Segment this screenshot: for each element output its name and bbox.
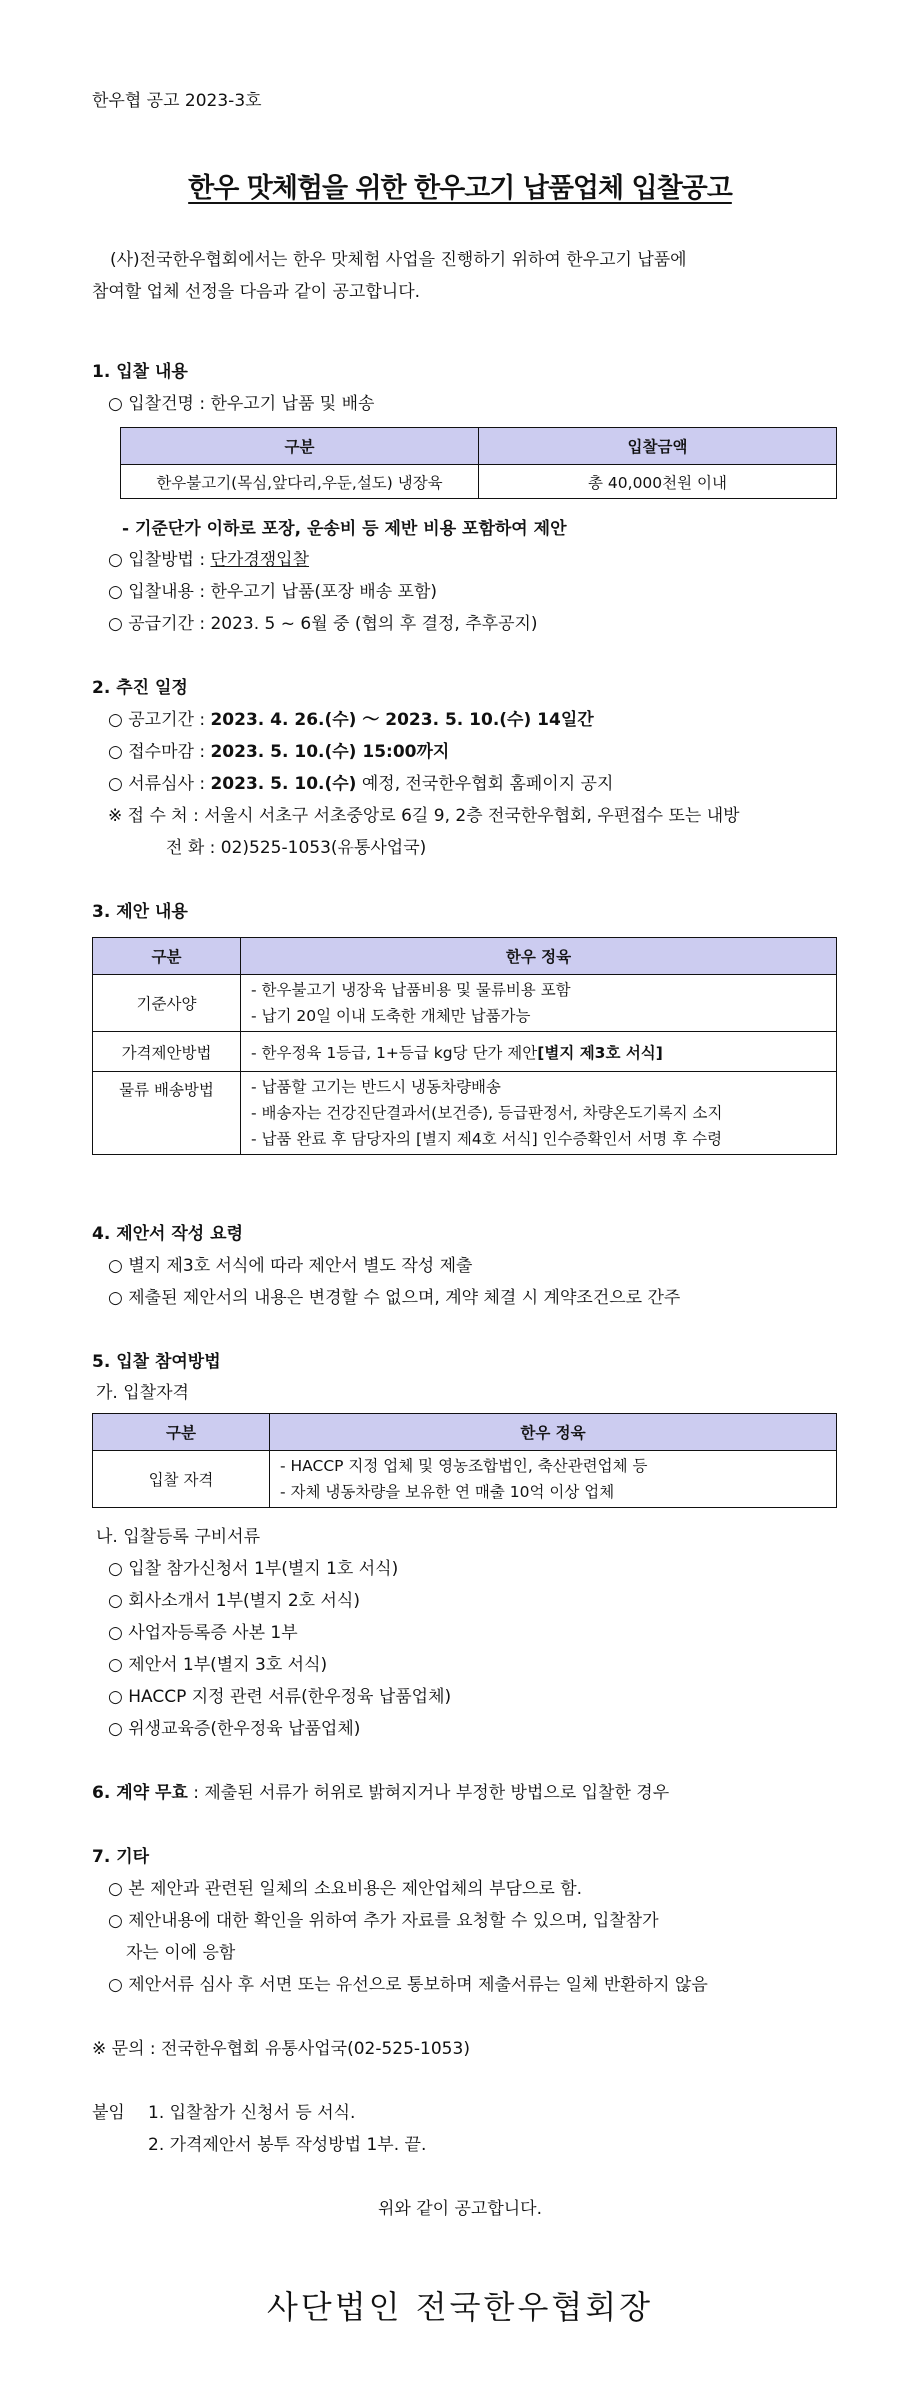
table-header: 입찰금액 <box>479 428 837 465</box>
contract-void-text: : 제출된 서류가 허위로 밝혀지거나 부정한 방법으로 입찰한 경우 <box>187 1783 670 1803</box>
section-title: 6. 계약 무효 <box>92 1783 188 1803</box>
misc-line: ○ 제안내용에 대한 확인을 위하여 추가 자료를 요청할 수 있으며, 입찰참가 <box>108 1911 659 1931</box>
required-document: ○ HACCP 지정 관련 서류(한우정육 납품업체) <box>108 1687 452 1707</box>
writing-guide-line: ○ 별지 제3호 서식에 따라 제안서 별도 작성 제출 <box>108 1256 473 1276</box>
proposal-table <box>92 937 837 1155</box>
inquiry: ※ 문의 : 전국한우협회 유통사업국(02-525-1053) <box>92 2039 470 2059</box>
cell-line: - 한우불고기 냉장육 납품비용 및 물류비용 포함 <box>251 981 571 999</box>
qualification-table <box>92 1413 837 1508</box>
cell-line: - 납기 20일 이내 도축한 개체만 납품가능 <box>251 1007 531 1025</box>
review-rest: 예정, 전국한우협회 홈페이지 공지 <box>356 774 614 794</box>
required-document: ○ 제안서 1부(별지 3호 서식) <box>108 1655 328 1675</box>
table-header: 구분 <box>121 428 479 465</box>
document-review <box>108 769 613 794</box>
required-document: ○ 입찰 참가신청서 1부(별지 1호 서식) <box>108 1559 399 1579</box>
cell-line: - 배송자는 건강진단결과서(보건증), 등급판정서, 차량온도기록지 소지 <box>251 1104 723 1122</box>
table-row-label: 기준사양 <box>93 975 241 1032</box>
table-cell <box>270 1451 837 1508</box>
cell-text: - 한우정육 1등급, 1+등급 kg당 단가 제안 <box>251 1043 538 1062</box>
attachment-item: 2. 가격제안서 봉투 작성방법 1부. 끝. <box>148 2135 427 2155</box>
bid-amount-table <box>120 427 837 499</box>
subsection-title: 나. 입찰등록 구비서류 <box>96 1527 261 1547</box>
table-row-label: 물류 배송방법 <box>93 1072 241 1155</box>
cell-line: - 납품 완료 후 담당자의 [별지 제4호 서식] 인수증확인서 서명 후 수령 <box>251 1130 723 1148</box>
price-note: - 기준단가 이하로 포장, 운송비 등 제반 비용 포함하여 제안 <box>122 519 567 539</box>
required-document: ○ 위생교육증(한우정육 납품업체) <box>108 1719 361 1739</box>
writing-guide-line: ○ 제출된 제안서의 내용은 변경할 수 없으며, 계약 체결 시 계약조건으로 간주 <box>108 1288 681 1308</box>
notice-period <box>108 705 594 730</box>
section-title: 2. 추진 일정 <box>92 678 188 698</box>
contract-void <box>92 1778 669 1803</box>
table-row-label: 입찰 자격 <box>93 1451 270 1508</box>
bid-method-value: 단가경쟁입찰 <box>210 550 310 570</box>
table-cell <box>241 975 837 1032</box>
intro-line: 참여할 업체 선정을 다음과 같이 공고합니다. <box>92 282 421 302</box>
bid-name: ○ 입찰건명 : 한우고기 납품 및 배송 <box>108 394 375 414</box>
notice-period-value: 2023. 4. 26.(수) ～ 2023. 5. 10.(수) 14일간 <box>210 710 594 730</box>
required-document: ○ 사업자등록증 사본 1부 <box>108 1623 298 1643</box>
notice-period-label: ○ 공고기간 : <box>108 710 211 730</box>
section-title: 3. 제안 내용 <box>92 902 188 922</box>
bid-method <box>108 545 309 570</box>
section-title: 1. 입찰 내용 <box>92 362 188 382</box>
deadline <box>108 737 449 762</box>
subsection-title: 가. 입찰자격 <box>96 1383 189 1403</box>
attachment-item: 1. 입찰참가 신청서 등 서식. <box>148 2103 356 2123</box>
notice-number: 한우협 공고 2023-3호 <box>92 91 262 111</box>
table-header: 한우 정육 <box>241 938 837 975</box>
supply-period: ○ 공급기간 : 2023. 5 ~ 6월 중 (협의 후 결정, 추후공지) <box>108 614 538 634</box>
review-label: ○ 서류심사 : <box>108 774 211 794</box>
signer: 사단법인 전국한우협회장 <box>266 2288 654 2326</box>
table-cell <box>241 1072 837 1155</box>
section-title: 4. 제안서 작성 요령 <box>92 1224 243 1244</box>
cell-line: - 자체 냉동차량을 보유한 연 매출 10억 이상 업체 <box>280 1483 615 1501</box>
bid-method-label: ○ 입찰방법 : <box>108 550 211 570</box>
bid-content: ○ 입찰내용 : 한우고기 납품(포장 배송 포함) <box>108 582 437 602</box>
table-row-label: 가격제안방법 <box>93 1032 241 1072</box>
deadline-label: ○ 접수마감 : <box>108 742 211 762</box>
review-date: 2023. 5. 10.(수) <box>210 774 357 794</box>
table-cell: 한우불고기(목심,앞다리,우둔,설도) 냉장육 <box>121 465 479 499</box>
table-header: 구분 <box>93 938 241 975</box>
table-cell: 총 40,000천원 이내 <box>479 465 837 499</box>
misc-line: ○ 제안서류 심사 후 서면 또는 유선으로 통보하며 제출서류는 일체 반환하지 않음 <box>108 1975 708 1995</box>
table-header: 구분 <box>93 1414 270 1451</box>
document-title: 한우 맛체험을 위한 한우고기 납품업체 입찰공고 <box>188 173 732 204</box>
table-header: 한우 정육 <box>270 1414 837 1451</box>
table-cell <box>241 1032 837 1072</box>
attachment-label: 붙임 <box>92 2103 125 2123</box>
misc-line: ○ 본 제안과 관련된 일체의 소요비용은 제안업체의 부담으로 함. <box>108 1879 583 1899</box>
cell-bold-text: [별지 제3호 서식] <box>537 1043 663 1062</box>
section-title: 5. 입찰 참여방법 <box>92 1352 221 1372</box>
receipt-address: ※ 접 수 처 : 서울시 서초구 서초중앙로 6길 9, 2층 전국한우협회, 우편접수 또는 내방 <box>108 806 740 826</box>
required-document: ○ 회사소개서 1부(별지 2호 서식) <box>108 1591 360 1611</box>
intro-paragraph <box>92 244 837 308</box>
cell-line: - 납품할 고기는 반드시 냉동차량배송 <box>251 1078 501 1096</box>
section-title: 7. 기타 <box>92 1847 150 1867</box>
misc-line: 자는 이에 응함 <box>126 1943 236 1963</box>
deadline-value: 2023. 5. 10.(수) 15:00까지 <box>210 742 450 762</box>
contact-phone: 전 화 : 02)525-1053(유통사업국) <box>166 838 427 858</box>
cell-line: - HACCP 지정 업체 및 영농조합법인, 축산관련업체 등 <box>280 1457 648 1475</box>
closing-statement: 위와 같이 공고합니다. <box>377 2199 542 2219</box>
intro-line: (사)전국한우협회에서는 한우 맛체험 사업을 진행하기 위하여 한우고기 납품에 <box>110 250 687 270</box>
